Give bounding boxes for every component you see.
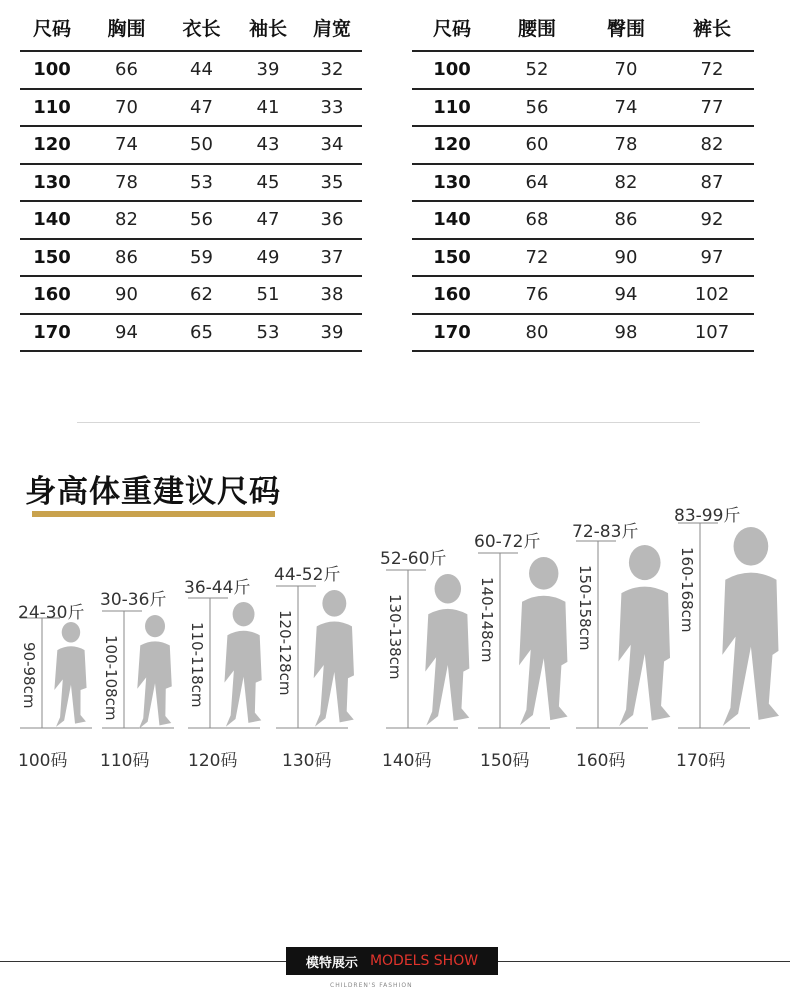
- measure-cell: 64: [492, 164, 582, 202]
- measure-cell: 74: [582, 89, 670, 127]
- measure-cell: 47: [234, 201, 302, 239]
- measure-cell: 86: [84, 239, 169, 277]
- size-cell: 150: [20, 239, 84, 277]
- measure-cell: 76: [492, 276, 582, 314]
- measure-cell: 72: [670, 51, 754, 89]
- measure-cell: 53: [234, 314, 302, 352]
- measure-cell: 51: [234, 276, 302, 314]
- size-cell: 130: [20, 164, 84, 202]
- weight-range-label: 44-52斤: [274, 565, 341, 585]
- measure-cell: 87: [670, 164, 754, 202]
- measure-cell: 32: [302, 51, 362, 89]
- footer-rule-right: [498, 961, 790, 962]
- height-range-label: 130-138cm: [386, 594, 404, 680]
- column-header: 腰围: [492, 5, 582, 51]
- height-range-label: 90-98cm: [20, 642, 38, 709]
- height-range-label: 150-158cm: [576, 565, 594, 651]
- measure-cell: 107: [670, 314, 754, 352]
- size-cell: 110: [412, 89, 492, 127]
- measure-cell: 50: [169, 126, 234, 164]
- size-cell: 140: [412, 201, 492, 239]
- size-cell: 170: [412, 314, 492, 352]
- height-range-label: 160-168cm: [678, 547, 696, 633]
- measure-cell: 86: [582, 201, 670, 239]
- measure-cell: 70: [84, 89, 169, 127]
- column-header: 肩宽: [302, 5, 362, 51]
- weight-range-label: 52-60斤: [380, 549, 447, 569]
- size-cell: 100: [412, 51, 492, 89]
- section-title: 身高体重建议尺码: [25, 474, 281, 510]
- measure-cell: 77: [670, 89, 754, 127]
- measure-cell: 72: [492, 239, 582, 277]
- measure-cell: 82: [670, 126, 754, 164]
- weight-range-label: 72-83斤: [572, 522, 639, 542]
- measure-cell: 49: [234, 239, 302, 277]
- measure-cell: 94: [84, 314, 169, 352]
- measure-cell: 34: [302, 126, 362, 164]
- measure-cell: 78: [84, 164, 169, 202]
- measure-cell: 38: [302, 276, 362, 314]
- size-cell: 120: [412, 126, 492, 164]
- size-cell: 140: [20, 201, 84, 239]
- height-range-label: 120-128cm: [276, 610, 294, 696]
- measure-cell: 37: [302, 239, 362, 277]
- size-cell: 100: [20, 51, 84, 89]
- measure-cell: 68: [492, 201, 582, 239]
- size-cell: 120: [20, 126, 84, 164]
- measure-cell: 39: [302, 314, 362, 352]
- measure-cell: 82: [84, 201, 169, 239]
- column-header: 尺码: [20, 5, 84, 51]
- measure-cell: 60: [492, 126, 582, 164]
- size-cell: 110: [20, 89, 84, 127]
- measure-cell: 90: [582, 239, 670, 277]
- measure-cell: 35: [302, 164, 362, 202]
- measure-cell: 53: [169, 164, 234, 202]
- measure-cell: 74: [84, 126, 169, 164]
- weight-range-label: 36-44斤: [184, 578, 251, 598]
- measure-cell: 44: [169, 51, 234, 89]
- measure-cell: 82: [582, 164, 670, 202]
- measure-cell: 56: [492, 89, 582, 127]
- measure-cell: 43: [234, 126, 302, 164]
- size-label: 170码: [676, 751, 726, 771]
- measure-cell: 33: [302, 89, 362, 127]
- measure-cell: 78: [582, 126, 670, 164]
- weight-range-label: 83-99斤: [674, 506, 741, 526]
- models-show-label-en: MODELS SHOW: [369, 953, 479, 969]
- measure-cell: 92: [670, 201, 754, 239]
- height-range-label: 110-118cm: [188, 622, 206, 708]
- size-label: 110码: [100, 751, 150, 771]
- measure-cell: 56: [169, 201, 234, 239]
- size-cell: 160: [20, 276, 84, 314]
- measure-cell: 45: [234, 164, 302, 202]
- size-label: 130码: [282, 751, 332, 771]
- column-header: 胸围: [84, 5, 169, 51]
- models-show-badge: [286, 947, 498, 975]
- measure-cell: 62: [169, 276, 234, 314]
- models-show-label-cn: 模特展示: [305, 955, 358, 971]
- weight-range-label: 30-36斤: [100, 590, 167, 610]
- column-header: 衣长: [169, 5, 234, 51]
- size-cell: 150: [412, 239, 492, 277]
- size-label: 150码: [480, 751, 530, 771]
- size-label: 120码: [188, 751, 238, 771]
- measure-cell: 98: [582, 314, 670, 352]
- weight-range-label: 24-30斤: [18, 603, 85, 623]
- column-header: 尺码: [412, 5, 492, 51]
- size-label: 140码: [382, 751, 432, 771]
- column-header: 裤长: [670, 5, 754, 51]
- measure-cell: 39: [234, 51, 302, 89]
- measure-cell: 97: [670, 239, 754, 277]
- size-cell: 130: [412, 164, 492, 202]
- measure-cell: 90: [84, 276, 169, 314]
- measure-cell: 52: [492, 51, 582, 89]
- size-cell: 160: [412, 276, 492, 314]
- footer-rule-left: [0, 961, 286, 962]
- size-label: 100码: [18, 751, 68, 771]
- measure-cell: 102: [670, 276, 754, 314]
- measure-cell: 94: [582, 276, 670, 314]
- measure-cell: 59: [169, 239, 234, 277]
- column-header: 袖长: [234, 5, 302, 51]
- measure-cell: 65: [169, 314, 234, 352]
- column-header: 臀围: [582, 5, 670, 51]
- footer-subtitle: CHILDREN'S FASHION: [330, 982, 413, 989]
- measure-cell: 47: [169, 89, 234, 127]
- measure-cell: 66: [84, 51, 169, 89]
- size-label: 160码: [576, 751, 626, 771]
- measure-cell: 36: [302, 201, 362, 239]
- height-range-label: 100-108cm: [102, 635, 120, 721]
- measure-cell: 70: [582, 51, 670, 89]
- height-range-label: 140-148cm: [478, 577, 496, 663]
- measure-cell: 41: [234, 89, 302, 127]
- measure-cell: 80: [492, 314, 582, 352]
- size-cell: 170: [20, 314, 84, 352]
- weight-range-label: 60-72斤: [474, 532, 541, 552]
